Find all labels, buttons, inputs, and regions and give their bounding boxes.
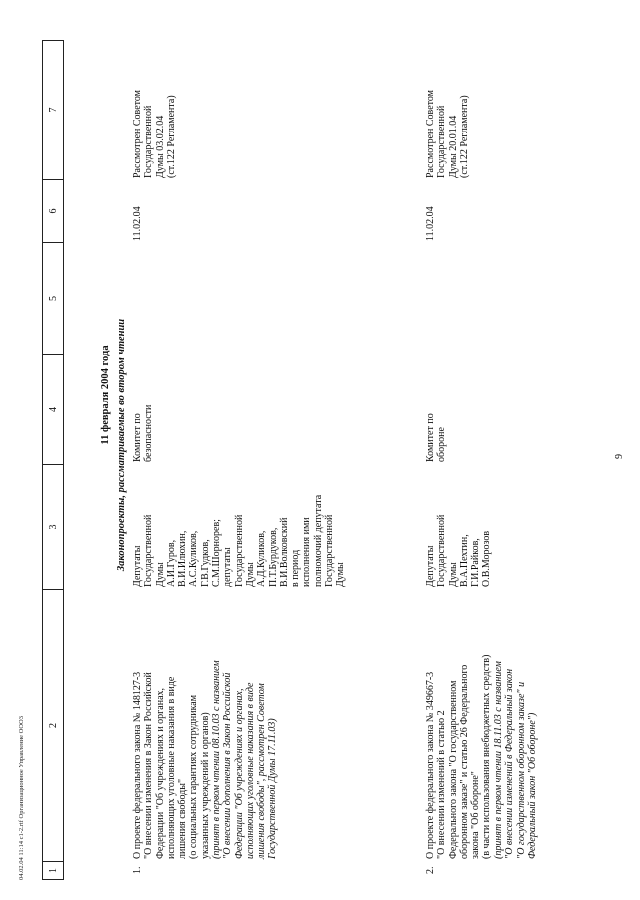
row-1-committee: Комитет по безопасности	[132, 404, 155, 462]
row-1-status: Рассмотрен Советом Государственной Думы 03.02.04 (ст.122 Регламента)	[132, 89, 177, 178]
row-2-date: 11.02.04	[425, 206, 436, 241]
row-1-number: 1.	[132, 866, 143, 874]
column-header-7: 7	[42, 40, 64, 180]
row-2-title: О проекте федерального закона № 349667-3 "О внесении изменений в статью 2 Федерального закона "О государственном оборонном заказе" и статью 26 Федерального закона "Об обороне" (в части использования внебюджетных средств)	[425, 654, 493, 859]
page-number: 9	[614, 454, 625, 459]
row-2-authors: Депутаты Государственной Думы В.А.Пехтин, Г.И.Райков, О.В.Морозов	[425, 514, 493, 587]
column-header-5: 5	[42, 243, 64, 355]
row-1-authors: Депутаты Государственной Думы А.И.Гуров, В.И.Илюхин, А.С.Куликов, Г.В.Гудков, С.М.Шорнорев; депутаты Государственной Думы А.Д.Куликов, П.Т.Бурдуков, В.И.Волковский в период исполнения ими полномочий депутата Государственной Думы	[132, 494, 347, 587]
column-header-2: 2	[42, 590, 64, 862]
row-2-status: Рассмотрен Советом Государственной Думы 20.01.04 (ст.122 Регламента)	[425, 89, 470, 178]
row-2-note: (принят в первом чтении 18.11.03 с названием "О внесении изменений в Федеральный закон "О государственном оборонном заказе" и Федеральный закон "Об обороне")	[493, 661, 538, 859]
date-heading: 11 февраля 2004 года	[100, 345, 111, 445]
row-1-title: О проекте федерального закона № 148127-3 "О внесении изменения в Закон Российской Федерации "Об учреждениях и органах, исполняющих уголовные наказания в виде лишения свободы" (о социальных гарантиях сотрудникам указанных учреждений и органов)	[132, 671, 211, 859]
section-heading: Законопроекты, рассматриваемые во втором чтении	[116, 318, 127, 572]
row-2-committee: Комитет по обороне	[425, 413, 448, 462]
row-2-number: 2.	[425, 866, 436, 874]
column-header-4: 4	[42, 355, 64, 465]
row-1-date: 11.02.04	[132, 206, 143, 241]
footer: 04.02.04 11:14 c1-2.rtf Организационное Управление ООО3	[18, 716, 25, 880]
column-header-1: 1	[42, 862, 64, 880]
column-header-6: 6	[42, 180, 64, 243]
column-header-3: 3	[42, 465, 64, 590]
row-1-note: (принят в первом чтении 08.10.03 с названием "О внесении дополнения в Закон Российской Федерации "Об учреждениях и органах, исполняющих уголовные наказания в виде лишения свободы", рассмотрен Советом Государственной Думы 17.11.03)	[211, 660, 279, 859]
